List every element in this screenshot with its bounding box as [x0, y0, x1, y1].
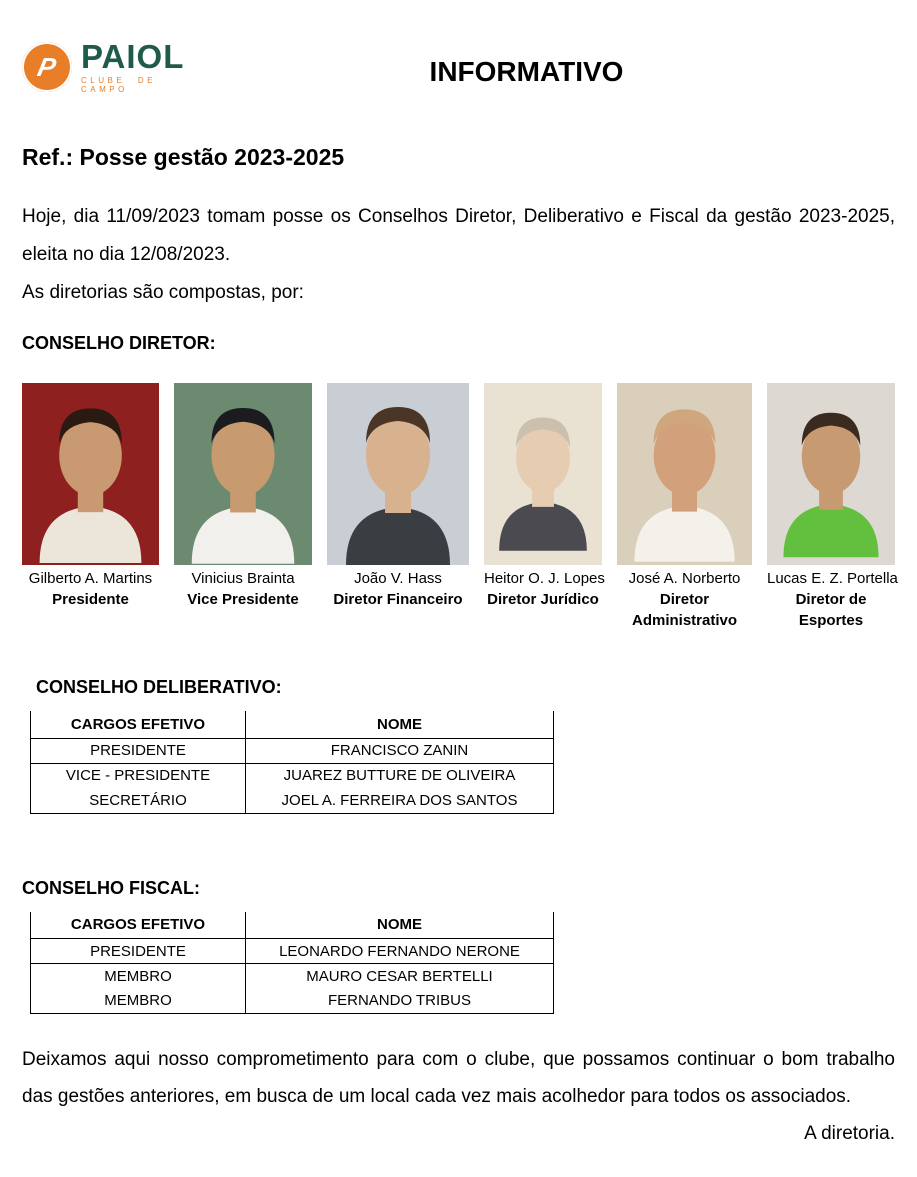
person-silhouette-icon: [174, 383, 312, 565]
column-header-cargos: CARGOS EFETIVO: [31, 912, 246, 939]
cargo-cell: MEMBRO: [31, 964, 246, 989]
nome-cell: LEONARDO FERNANDO NERONE: [246, 939, 554, 964]
member-role: Diretor Financeiro: [333, 591, 463, 608]
table-row: [31, 939, 554, 964]
cargo-cell: VICE - PRESIDENTE: [31, 763, 246, 788]
member-photo: [484, 383, 602, 565]
member-card: [484, 383, 605, 610]
member-name: João V. Hass: [354, 570, 442, 587]
member-name: Heitor O. J. Lopes: [484, 570, 605, 587]
intro-text: [22, 198, 895, 312]
conselho-deliberativo-heading: CONSELHO DELIBERATIVO:: [36, 677, 282, 697]
member-role: Presidente: [52, 591, 129, 608]
page-title: INFORMATIVO: [429, 56, 624, 87]
member-role: Vice Presidente: [187, 591, 299, 608]
column-header-cargos: CARGOS EFETIVO: [31, 711, 246, 738]
cargo-cell: PRESIDENTE: [31, 738, 246, 763]
member-role: Diretor Jurídico: [487, 591, 599, 608]
signature: A diretoria.: [804, 1123, 895, 1144]
nome-cell: JOEL A. FERREIRA DOS SANTOS: [246, 788, 554, 813]
column-header-nome: NOME: [246, 912, 554, 939]
fiscal-table: [30, 912, 554, 1015]
table-row: [31, 738, 554, 763]
table-row: [31, 788, 554, 813]
member-card: [174, 383, 312, 610]
paiol-logo: [22, 40, 202, 94]
member-caption: [327, 568, 469, 610]
column-header-nome: NOME: [246, 711, 554, 738]
conselho-diretor-heading: CONSELHO DIRETOR:: [22, 333, 216, 353]
member-name: José A. Norberto: [628, 570, 741, 587]
member-card: [22, 383, 159, 610]
intro-paragraph: Hoje, dia 11/09/2023 tomam posse os Conselhos Diretor, Deliberativo e Fiscal da gestão 2023-2025, eleita no dia 12/08/2023.: [22, 206, 895, 265]
nome-cell: MAURO CESAR BERTELLI: [246, 964, 554, 989]
page-header: [22, 0, 895, 100]
closing-paragraph: Deixamos aqui nosso comprometimento para com o clube, que possamos continuar o bom trabalho das gestões anteriores, em busca de um local cada vez mais acolhedor para todos os associados.: [22, 1049, 895, 1107]
cargo-cell: PRESIDENTE: [31, 939, 246, 964]
nome-cell: FERNANDO TRIBUS: [246, 989, 554, 1014]
member-role: Diretor Administrativo: [631, 591, 737, 629]
member-role: Diretor de Esportes: [795, 591, 867, 629]
member-photo: [767, 383, 895, 565]
logo-monogram: P: [35, 51, 59, 82]
member-photo: [617, 383, 752, 565]
intro-line2: As diretorias são compostas, por:: [22, 282, 304, 303]
person-silhouette-icon: [327, 383, 469, 565]
deliberativo-table: [30, 711, 554, 814]
closing-text: [22, 1041, 895, 1115]
member-caption: [767, 568, 898, 631]
logo-subtitle: CLUBE DE CAMPO: [81, 76, 157, 94]
member-card: [617, 383, 752, 631]
member-card: [767, 383, 898, 631]
member-name: Gilberto A. Martins: [28, 570, 153, 587]
person-silhouette-icon: [22, 383, 159, 565]
nome-cell: FRANCISCO ZANIN: [246, 738, 554, 763]
cargo-cell: MEMBRO: [31, 989, 246, 1014]
ref-heading: Ref.: Posse gestão 2023-2025: [22, 144, 345, 170]
person-silhouette-icon: [767, 383, 895, 565]
cargo-cell: SECRETÁRIO: [31, 788, 246, 813]
logo-text: [81, 40, 202, 94]
table-row: [31, 989, 554, 1014]
member-photo: [22, 383, 159, 565]
member-photo: [327, 383, 469, 565]
logo-name: PAIOL: [81, 38, 185, 75]
conselho-fiscal-heading: CONSELHO FISCAL:: [22, 877, 200, 898]
member-caption: [484, 568, 605, 610]
member-caption: [174, 568, 312, 610]
table-row: [31, 763, 554, 788]
member-photo: [174, 383, 312, 565]
member-caption: [617, 568, 752, 631]
table-row: [31, 964, 554, 989]
table-header-row: [31, 912, 554, 939]
members-row: [22, 383, 898, 631]
person-silhouette-icon: [617, 383, 752, 565]
table-header-row: [31, 711, 554, 738]
member-card: [327, 383, 469, 610]
member-caption: [22, 568, 159, 610]
nome-cell: JUAREZ BUTTURE DE OLIVEIRA: [246, 763, 554, 788]
person-silhouette-icon: [484, 383, 602, 565]
member-name: Lucas E. Z. Portella: [767, 570, 898, 587]
paiol-logo-icon: [22, 42, 72, 92]
member-name: Vinicius Brainta: [191, 570, 295, 587]
